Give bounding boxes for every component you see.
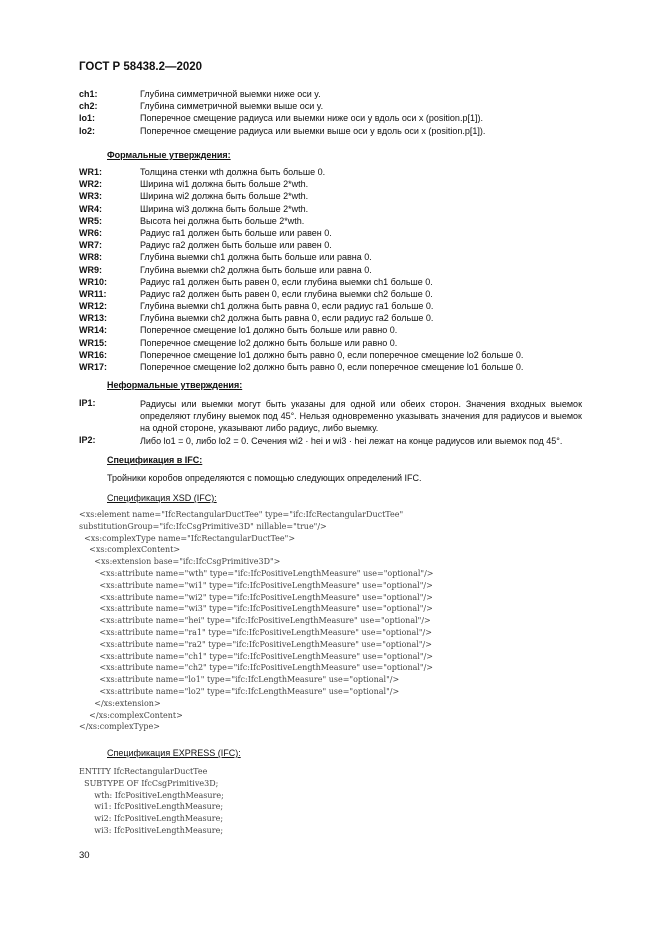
- informal-rules-heading: Неформальные утверждения:: [107, 380, 243, 390]
- code-line: <xs:attribute name="ch2" type="ifc:IfcPositiveLengthMeasure" use="optional"/>: [79, 663, 433, 673]
- item-key: WR13:: [79, 313, 108, 324]
- formal-rule-item: [79, 166, 599, 178]
- item-key: WR11:: [79, 288, 107, 299]
- item-text: Поперечное смещение lo1 должно быть больше или равно 0.: [140, 325, 398, 336]
- item-text: Глубина выемки ch2 должна быть равна 0, если радиус ra2 больше 0.: [140, 313, 434, 324]
- formal-rule-item: [79, 239, 599, 251]
- item-key: WR9:: [79, 264, 102, 275]
- item-key: WR8:: [79, 252, 102, 263]
- item-key: WR2:: [79, 179, 102, 190]
- item-key: WR3:: [79, 191, 102, 202]
- item-text: Радиус ra2 должен быть равен 0, если глубина выемки ch2 больше 0.: [140, 288, 433, 299]
- item-key: WR15:: [79, 337, 108, 348]
- item-text: Глубина симметричной выемки выше оси y.: [140, 101, 324, 112]
- rule-text: Либо lo1 = 0, либо lo2 = 0. Сечения wi2 · hei и wi3 · hei лежат на конце радиусов или выемок под 45°.: [140, 436, 563, 446]
- code-line: wth: IfcPositiveLengthMeasure;: [79, 790, 224, 800]
- code-line: </xs:complexType>: [79, 722, 160, 732]
- item-text: Поперечное смещение lo1 должно быть равно 0, если поперечное смещение lo2 больше 0.: [140, 349, 524, 360]
- item-key: ch1:: [79, 89, 98, 99]
- item-text: Поперечное смещение lo2 должно быть больше или равно 0.: [140, 337, 398, 348]
- code-line: <xs:attribute name="lo2" type="ifc:IfcLengthMeasure" use="optional"/>: [79, 686, 400, 696]
- item-key: lo2:: [79, 125, 96, 136]
- code-line: substitutionGroup="ifc:IfcCsgPrimitive3D" nillable="true"/>: [79, 521, 327, 531]
- code-line: <xs:attribute name="wi3" type="ifc:IfcPositiveLengthMeasure" use="optional"/>: [79, 604, 433, 614]
- code-line: </xs:extension>: [79, 698, 161, 708]
- item-text: Ширина wi2 должна быть больше 2*wth.: [140, 191, 309, 202]
- code-line: <xs:element name="IfcRectangularDuctTee" type="ifc:IfcRectangularDuctTee": [79, 510, 404, 519]
- code-line: <xs:attribute name="hei" type="ifc:IfcPositiveLengthMeasure" use="optional"/>: [79, 616, 431, 626]
- formal-rule-item: [79, 251, 599, 263]
- code-line: <xs:attribute name="wi1" type="ifc:IfcPositiveLengthMeasure" use="optional"/>: [79, 580, 433, 590]
- ifc-spec-text: Тройники коробов определяются с помощью следующих определений IFC.: [107, 473, 422, 483]
- item-text: Глубина выемки ch1 должна быть равна 0, если радиус ra1 больше 0.: [140, 301, 434, 312]
- item-text: Поперечное смещение радиуса или выемки ниже оси y вдоль оси x (position.p[1]).: [140, 113, 483, 124]
- item-key: WR10:: [79, 276, 108, 287]
- item-text: Ширина wi1 должна быть больше 2*wth.: [140, 179, 309, 190]
- definition-list: [79, 88, 599, 137]
- formal-rule-item: [79, 337, 599, 349]
- item-text: Высота hei должна быть больше 2*wth.: [140, 215, 305, 226]
- definition-item: [79, 100, 599, 112]
- item-key: WR7:: [79, 240, 102, 251]
- code-line: <xs:complexType name="IfcRectangularDuctTee">: [79, 533, 296, 543]
- formal-rule-item: [79, 300, 599, 312]
- item-text: Радиус ra2 должен быть больше или равен 0.: [140, 240, 332, 251]
- code-line: wi1: IfcPositiveLengthMeasure;: [79, 802, 224, 812]
- formal-rule-item: [79, 215, 599, 227]
- express-code-block: [79, 766, 224, 837]
- formal-rule-item: [79, 203, 599, 215]
- code-line: <xs:attribute name="wi2" type="ifc:IfcPositiveLengthMeasure" use="optional"/>: [79, 592, 433, 602]
- formal-rule-item: [79, 288, 599, 300]
- formal-rule-item: [79, 264, 599, 276]
- xsd-spec-heading: Спецификация XSD (IFC):: [107, 493, 217, 503]
- code-line: <xs:complexContent>: [79, 545, 181, 555]
- item-key: WR17:: [79, 362, 108, 372]
- item-key: ch2:: [79, 101, 98, 112]
- item-text: Глубина выемки ch1 должна быть больше или равна 0.: [140, 252, 372, 263]
- code-line: </xs:complexContent>: [79, 710, 183, 720]
- item-key: lo1:: [79, 113, 96, 124]
- item-text: Толщина стенки wth должна быть больше 0.: [140, 167, 326, 177]
- formal-rule-item: [79, 361, 599, 373]
- item-text: Радиус ra1 должен быть равен 0, если глубина выемки ch1 больше 0.: [140, 276, 433, 287]
- item-key: WR4:: [79, 203, 102, 214]
- item-text: Поперечное смещение lo2 должно быть равно 0, если поперечное смещение lo1 больше 0.: [140, 362, 524, 372]
- code-line: <xs:attribute name="ra1" type="ifc:IfcPositiveLengthMeasure" use="optional"/>: [79, 627, 432, 637]
- definition-item: [79, 112, 599, 124]
- item-key: WR5:: [79, 215, 102, 226]
- code-line: <xs:extension base="ifc:IfcCsgPrimitive3D">: [79, 557, 281, 567]
- formal-rule-item: [79, 190, 599, 202]
- rule-key: IP2:: [79, 435, 96, 445]
- code-line: SUBTYPE OF IfcCsgPrimitive3D;: [79, 778, 219, 788]
- document-header: ГОСТ Р 58438.2—2020: [79, 61, 203, 73]
- informal-rule-ip2: [79, 435, 582, 447]
- rule-text: Радиусы или выемки могут быть указаны для одной или обеих сторон. Значения входных выемок определяют глубину выемок под 45°. Нельзя одновременно указывать значения для радиусов и выемок на одной стороне, указывают либо радиус, либо выемку.: [140, 399, 582, 434]
- ifc-spec-heading: Спецификация в IFC:: [107, 455, 203, 465]
- item-text: Радиус ra1 должен быть больше или равен 0.: [140, 227, 332, 238]
- code-line: <xs:attribute name="wth" type="ifc:IfcPositiveLengthMeasure" use="optional"/>: [79, 568, 434, 578]
- item-text: Поперечное смещение радиуса или выемки выше оси y вдоль оси x (position.p[1]).: [140, 125, 486, 136]
- xsd-code-block: [79, 509, 434, 733]
- definition-item: [79, 125, 599, 137]
- item-key: WR14:: [79, 325, 108, 336]
- formal-rule-item: [79, 324, 599, 336]
- item-key: WR6:: [79, 227, 102, 238]
- item-text: Глубина симметричной выемки ниже оси y.: [140, 89, 321, 99]
- formal-rule-item: [79, 227, 599, 239]
- formal-rule-item: [79, 312, 599, 324]
- item-key: WR12:: [79, 301, 108, 312]
- formal-rule-item: [79, 276, 599, 288]
- code-line: ENTITY IfcRectangularDuctTee: [79, 767, 208, 776]
- formal-rules-heading: Формальные утверждения:: [107, 150, 231, 160]
- item-key: WR1:: [79, 167, 102, 177]
- code-line: <xs:attribute name="lo1" type="ifc:IfcLengthMeasure" use="optional"/>: [79, 675, 400, 685]
- code-line: <xs:attribute name="ch1" type="ifc:IfcPositiveLengthMeasure" use="optional"/>: [79, 651, 433, 661]
- definition-item: [79, 88, 599, 100]
- rule-key: IP1:: [79, 398, 96, 408]
- informal-rule-ip1: [79, 398, 582, 435]
- item-text: Глубина выемки ch2 должна быть больше или равна 0.: [140, 264, 372, 275]
- page-number: 30: [79, 850, 90, 861]
- express-spec-heading: Спецификация EXPRESS (IFC):: [107, 748, 241, 758]
- item-text: Ширина wi3 должна быть больше 2*wth.: [140, 203, 309, 214]
- formal-rules-list: [79, 166, 599, 373]
- formal-rule-item: [79, 178, 599, 190]
- code-line: wi3: IfcPositiveLengthMeasure;: [79, 825, 224, 835]
- code-line: wi2: IfcPositiveLengthMeasure;: [79, 814, 224, 824]
- formal-rule-item: [79, 349, 599, 361]
- code-line: <xs:attribute name="ra2" type="ifc:IfcPositiveLengthMeasure" use="optional"/>: [79, 639, 432, 649]
- item-key: WR16:: [79, 349, 108, 360]
